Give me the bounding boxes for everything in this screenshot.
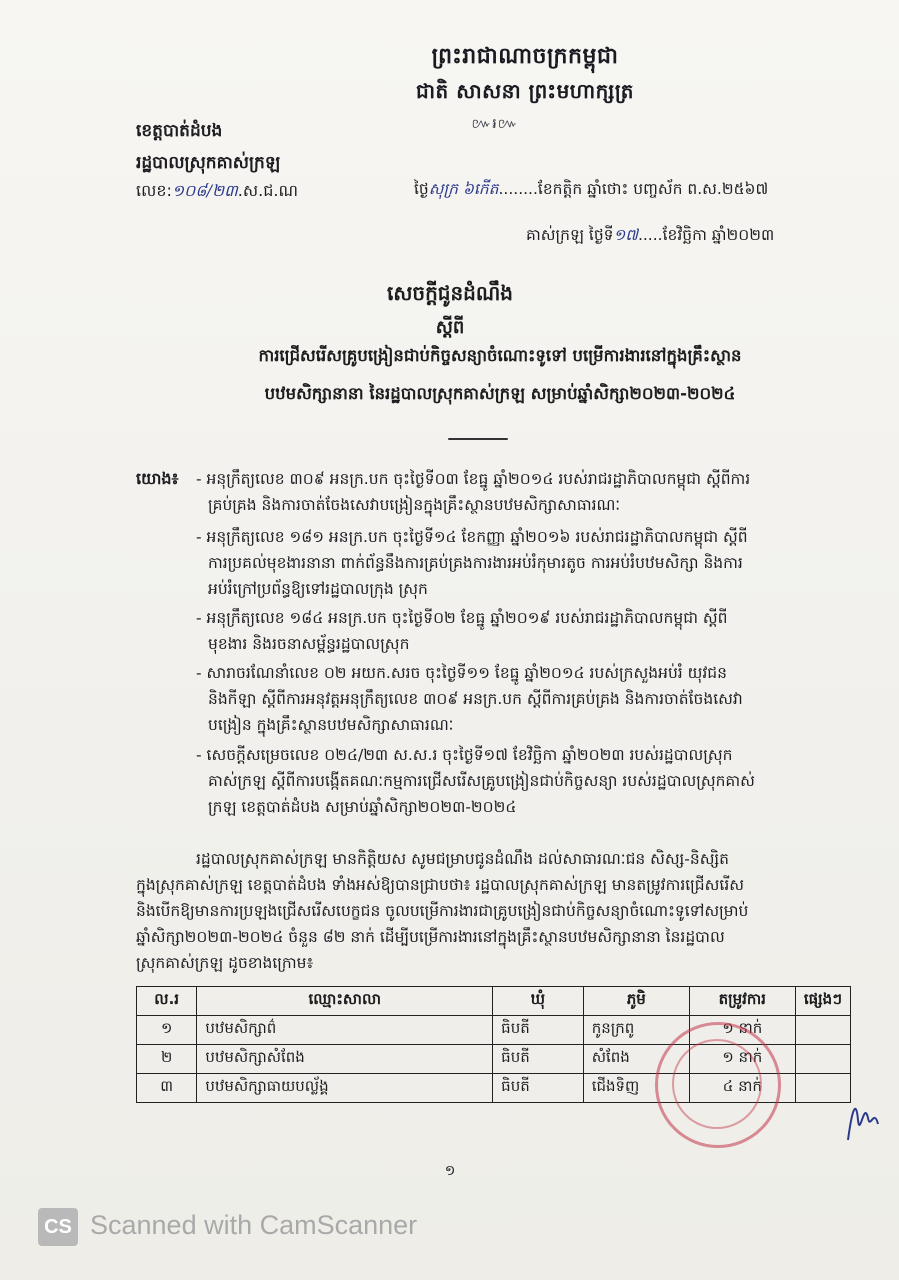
ornament-divider: ៚៛៚	[471, 116, 519, 132]
signature-mark	[842, 1090, 882, 1150]
cell-commune: ធិបតី	[493, 1045, 584, 1074]
cell-commune: ធិបតី	[493, 1016, 584, 1045]
cell-school: បឋមសិក្សាធាយបល្ល័ង្គ	[197, 1074, 493, 1103]
date2-handwritten: ១៧	[613, 226, 638, 244]
kingdom-heading: ព្រះរាជាណាចក្រកម្ពុជា	[431, 44, 619, 69]
reference-line: - អនុក្រឹត្យលេខ ១៨៤ អនក្រ.បក ចុះថ្ងៃទី០២ ខែធ្នូ ឆ្នាំ២០១៩ របស់រាជរដ្ឋាភិបាលកម្ពុជា ស្ដីពី	[196, 609, 728, 627]
reference-line: អប់រំក្រៅប្រព័ន្ធឱ្យទៅរដ្ឋបាលក្រុង ស្រុក	[208, 580, 428, 598]
col-header-school: ឈ្មោះសាលា	[197, 987, 493, 1016]
reference-item	[196, 605, 866, 657]
reference-item	[196, 742, 866, 820]
camscanner-logo: CS	[38, 1208, 78, 1246]
solar-date-line	[526, 222, 774, 248]
reference-item	[196, 466, 866, 518]
date-prefix: ថ្ងៃ	[414, 180, 429, 198]
reference-item	[196, 660, 866, 738]
date-handwritten: សុក្រ ៦កើត	[428, 180, 499, 198]
reference-line: បង្រៀន ក្នុងគ្រឹះស្ថានបឋមសិក្សាសាធារណៈ	[208, 716, 454, 734]
reference-line: គាស់ក្រឡ ស្ដីពីការបង្កើតគណៈកម្មការជ្រើសរើសគ្រូបង្រៀនជាប់កិច្ចសន្យា របស់រដ្ឋបាលស្រុកគាស់	[208, 772, 755, 790]
date2-rest: .....ខែវិច្ឆិកា ឆ្នាំ២០២៣	[637, 226, 775, 244]
official-seal	[655, 1022, 781, 1148]
ref-label: លេខ:	[136, 181, 172, 200]
paragraph-line: ក្នុងស្រុកគាស់ក្រឡ ខេត្តបាត់ដំបង ទាំងអស់ឱ្យបានជ្រាបថា៖ រដ្ឋបាលស្រុកគាស់ក្រឡ មានតម្រូវការជ្រើសរើស	[136, 876, 744, 894]
reference-line: ក្រឡ ខេត្តបាត់ដំបង សម្រាប់ឆ្នាំសិក្សា២០២៣-២០២៤	[208, 798, 517, 816]
paragraph-line: រដ្ឋបាលស្រុកគាស់ក្រឡ មានកិត្តិយស សូមជម្រាបជូនដំណឹង ដល់សាធារណៈជន សិស្ស-និស្សិត	[196, 850, 729, 868]
cell-village: សំពែង	[583, 1045, 689, 1074]
col-header-village: ភូមិ	[583, 987, 689, 1016]
subject-line-2: បឋមសិក្សានានា នៃរដ្ឋបាលស្រុកគាស់ក្រឡ សម្រាប់ឆ្នាំសិក្សា២០២៣-២០២៤	[264, 384, 736, 403]
references-label: យោង៖	[136, 469, 179, 488]
reference-line: គ្រប់គ្រង និងការចាត់ចែងសេវាបង្រៀនក្នុងគ្រឹះស្ថានបឋមសិក្សាសាធារណៈ	[208, 496, 621, 514]
paragraph-line: និងបើកឱ្យមានការប្រឡងជ្រើសរើសបេក្ខជន ចូលបម្រើការងារជាគ្រូបង្រៀនជាប់កិច្ចសន្យាចំណោះទូទៅសម្រាប់	[136, 902, 749, 920]
paragraph-line: ឆ្នាំសិក្សា២០២៣-២០២៤ ចំនួន ៨២ នាក់ ដើម្បីបម្រើការងារនៅក្នុងគ្រឹះស្ថានបឋមសិក្សានានា នៃរដ្ឋបាល	[136, 928, 725, 946]
cell-commune: ធិបតី	[493, 1074, 584, 1103]
cell-no: ២	[137, 1045, 197, 1074]
reference-line: និងកីឡា ស្ដីពីការអនុវត្តអនុក្រឹត្យលេខ ៣០៩ អនក្រ.បក ស្ដីពីការគ្រប់គ្រង និងការចាត់ចែងសេវា	[208, 690, 743, 708]
date2-prefix: គាស់ក្រឡ ថ្ងៃទី	[526, 226, 614, 244]
date-rest: ........ខែកត្តិក ឆ្នាំថោះ បញ្ចស័ក ព.ស.២៥៦៧	[498, 180, 769, 198]
ref-suffix: .ស.ជ.ណ	[237, 181, 298, 200]
title-about: ស្ដីពី	[435, 317, 465, 338]
cell-school: បឋមសិក្សាសំពែង	[197, 1045, 493, 1074]
cell-school: បឋមសិក្សាព៌	[197, 1016, 493, 1045]
page-number: ១	[444, 1163, 456, 1179]
title-divider	[448, 438, 508, 440]
announcement-paragraph	[136, 846, 866, 976]
cell-other	[795, 1045, 850, 1074]
cell-need: ៤ នាក់	[689, 1074, 795, 1103]
cell-need: ១ នាក់	[689, 1016, 795, 1045]
cell-no: ១	[137, 1016, 197, 1045]
reference-number	[136, 178, 298, 204]
reference-line: - សារាចរណែនាំលេខ ០២ អយក.សរច ចុះថ្ងៃទី១១ ខែធ្នូ ឆ្នាំ២០១៤ របស់ក្រសួងអប់រំ យុវជន	[196, 664, 727, 682]
reference-line: មុខងារ និងរចនាសម្ព័ន្ធរដ្ឋបាលស្រុក	[208, 635, 410, 653]
cell-other	[795, 1016, 850, 1045]
cell-village: ជើងទិញ	[583, 1074, 689, 1103]
col-header-need: តម្រូវការ	[689, 987, 795, 1016]
reference-item	[196, 524, 866, 602]
paragraph-line: ស្រុកគាស់ក្រឡ ដូចខាងក្រោម៖	[136, 954, 314, 972]
col-header-commune: ឃុំ	[493, 987, 584, 1016]
reference-line: - សេចក្ដីសម្រេចលេខ ០២៤/២៣ ស.ស.រ ចុះថ្ងៃទី១៧ ខែវិច្ឆិកា ឆ្នាំ២០២៣ របស់រដ្ឋបាលស្រុក	[196, 746, 733, 764]
seal-inner-ring	[672, 1039, 762, 1129]
subject-line-1: ការជ្រើសរើសគ្រូបង្រៀនជាប់កិច្ចសន្យាចំណោះទូទៅ បម្រើការងារនៅក្នុងគ្រឹះស្ថាន	[258, 346, 742, 365]
lunar-date-line	[414, 176, 768, 202]
document-title: សេចក្ដីជូនដំណឹង	[387, 281, 513, 305]
col-header-no: ល.រ	[137, 987, 197, 1016]
scanner-watermark-text: Scanned with CamScanner	[90, 1210, 418, 1240]
table-header-row	[137, 987, 851, 1016]
reference-line: - អនុក្រឹត្យលេខ ១៨១ អនក្រ.បក ចុះថ្ងៃទី១៤ ខែកញ្ញា ឆ្នាំ២០១៦ របស់រាជរដ្ឋាភិបាលកម្ពុជា ស្ដីពី	[196, 528, 748, 546]
province-label: ខេត្តបាត់ដំបង	[136, 121, 223, 141]
cell-no: ៣	[137, 1074, 197, 1103]
col-header-other: ផ្សេងៗ	[795, 987, 850, 1016]
reference-line: ការប្រគល់មុខងារនានា ពាក់ព័ន្ធនឹងការគ្រប់គ្រងការងារអប់រំកុមារតូច ការអប់រំបឋមសិក្សា និងការ	[208, 554, 743, 572]
cell-village: កូនក្រពូ	[583, 1016, 689, 1045]
cell-need: ១ នាក់	[689, 1045, 795, 1074]
motto-heading: ជាតិ សាសនា ព្រះមហាក្សត្រ	[416, 79, 634, 103]
district-label: រដ្ឋបាលស្រុកគាស់ក្រឡ	[136, 153, 281, 173]
ref-handwritten-number: ១០៨/២៣	[171, 181, 238, 200]
reference-line: - អនុក្រឹត្យលេខ ៣០៩ អនក្រ.បក ចុះថ្ងៃទី០៣ ខែធ្នូ ឆ្នាំ២០១៤ របស់រាជរដ្ឋាភិបាលកម្ពុជា ស្ដីពីការ	[196, 470, 751, 488]
